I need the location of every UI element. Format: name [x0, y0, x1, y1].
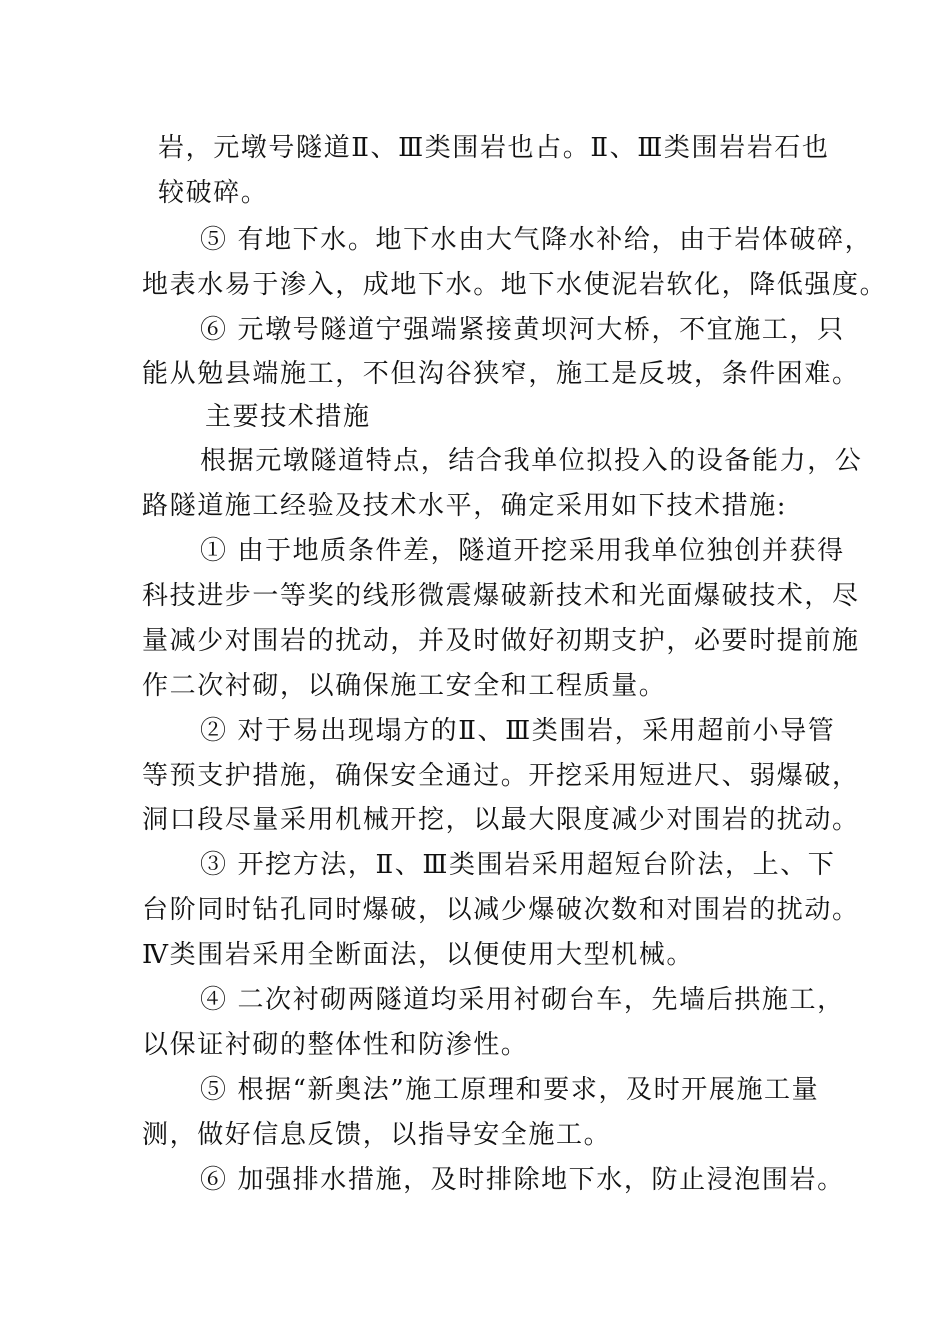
text-line-19: Ⅳ类围岩采用全断面法，以便使用大型机械。	[142, 940, 694, 970]
text-line-6: 能从勉县端施工，不但沟谷狭窄，施工是反坡，条件困难。	[142, 359, 860, 389]
text-line-14: ② 对于易出现塌方的Ⅱ、Ⅲ类围岩，采用超前小导管	[200, 716, 836, 746]
text-line-1: 岩，元墩号隧道Ⅱ、Ⅲ类围岩也占。Ⅱ、Ⅲ类围岩岩石也	[158, 133, 830, 163]
text-line-5: ⑥ 元墩号隧道宁强端紧接黄坝河大桥，不宜施工，只	[200, 315, 845, 345]
text-line-12: 量减少对围岩的扰动，并及时做好初期支护，必要时提前施	[142, 626, 860, 656]
text-line-20: ④ 二次衬砌两隧道均采用衬砌台车，先墙后拱施工，	[200, 985, 845, 1015]
text-line-15: 等预支护措施，确保安全通过。开挖采用短进尺、弱爆破，	[142, 761, 860, 791]
text-line-22: ⑤ 根据“新奥法”施工原理和要求，及时开展施工量	[200, 1075, 820, 1105]
text-line-3: ⑤ 有地下水。地下水由大气降水补给，由于岩体破碎，	[200, 225, 873, 255]
text-line-21: 以保证衬砌的整体性和防渗性。	[142, 1030, 529, 1060]
text-line-24: ⑥ 加强排水措施，及时排除地下水，防止浸泡围岩。	[200, 1165, 845, 1195]
text-line-13: 作二次衬砌，以确保施工安全和工程质量。	[142, 671, 667, 701]
text-line-9: 路隧道施工经验及技术水平，确定采用如下技术措施:	[142, 491, 788, 521]
section-heading: 主要技术措施	[205, 402, 371, 432]
text-line-17: ③ 开挖方法，Ⅱ、Ⅲ类围岩采用超短台阶法，上、下	[200, 850, 836, 880]
text-line-10: ① 由于地质条件差，隧道开挖采用我单位独创并获得	[200, 536, 845, 566]
text-line-2: 较破碎。	[158, 178, 269, 208]
text-line-4: 地表水易于渗入，成地下水。地下水使泥岩软化，降低强度。	[142, 270, 888, 300]
text-line-23: 测，做好信息反馈，以指导安全施工。	[142, 1120, 612, 1150]
text-line-11: 科技进步一等奖的线形微震爆破新技术和光面爆破技术，尽	[142, 581, 860, 611]
text-line-16: 洞口段尽量采用机械开挖，以最大限度减少对围岩的扰动。	[142, 805, 860, 835]
text-line-18: 台阶同时钻孔同时爆破，以减少爆破次数和对围岩的扰动。	[142, 895, 860, 925]
text-line-8: 根据元墩隧道特点，结合我单位拟投入的设备能力，公	[200, 446, 863, 476]
